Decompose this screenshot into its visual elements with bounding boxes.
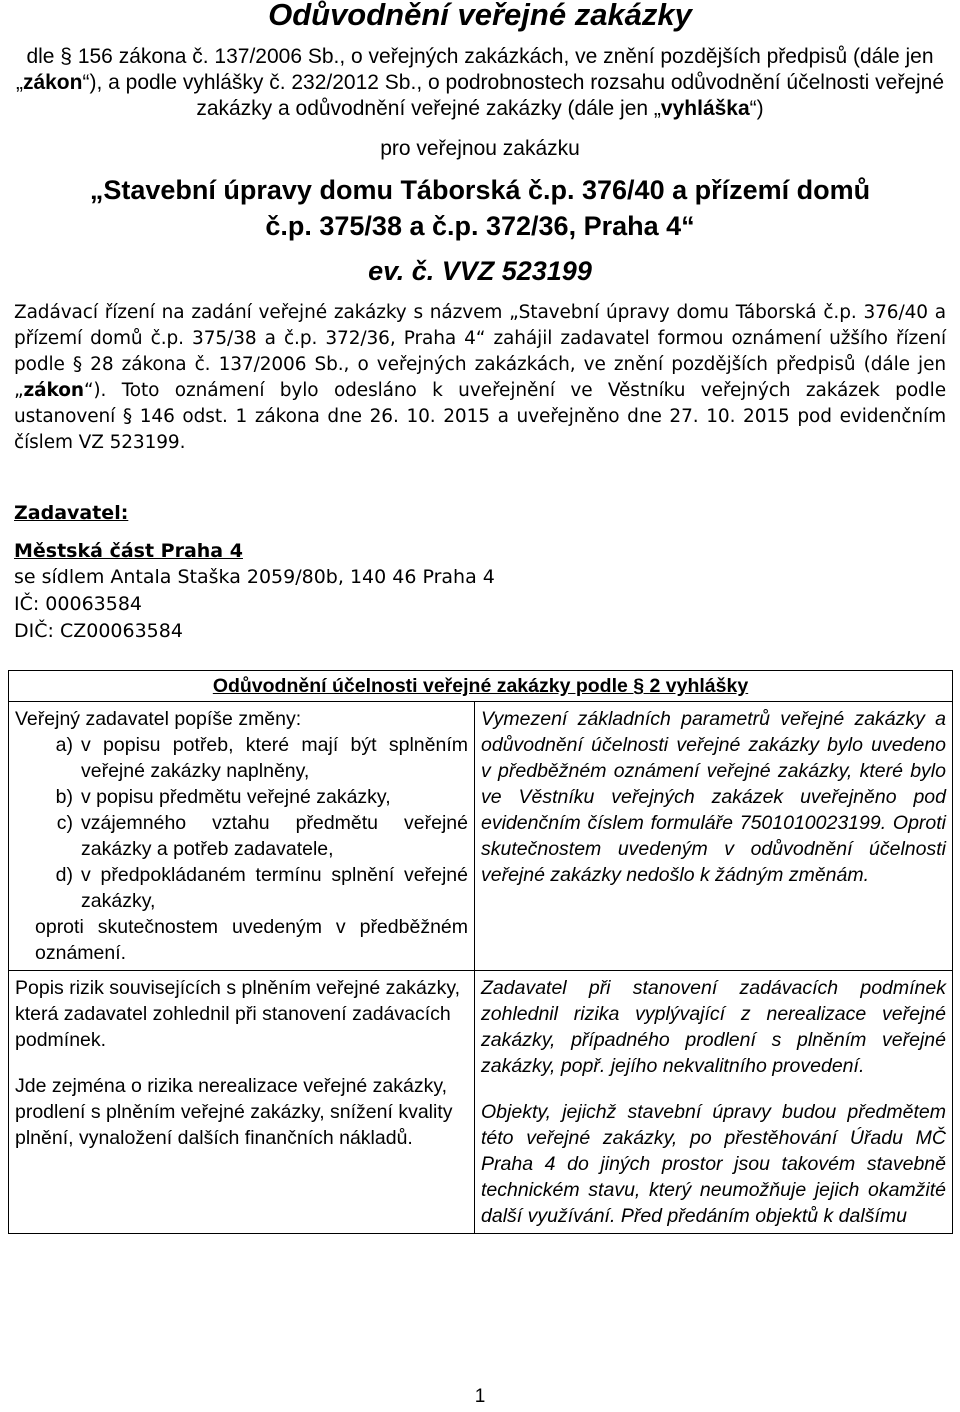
procedure-text-a: Zadávací řízení na zadání veřejné zakázky s názvem „Stavební úpravy domu Táborská č.p. 376/40 a přízemí domů č.p. 375/38 a č.p. 372/36, Praha 4“ zahájil zadavatel formou oznámení užšího řízení podle § 28 zákona č. 137/2006 Sb., o veřejných zakázkách, ve znění pozdějších předpisů (dále jen „ <box>14 302 946 401</box>
contract-subject <box>0 172 960 244</box>
procedure-paragraph <box>14 300 946 456</box>
for-contract-label: pro veřejnou zakázku <box>380 137 580 160</box>
list-text: v předpokládaném termínu splnění veřejné zakázky, <box>81 864 468 912</box>
risks-response-p2: Objekty, jejichž stavební úpravy budou předmětem této veřejné zakázky, po přestěhování Úřadu MČ Praha 4 do jiných prostor jsou takovém stavebně technickém stavu, který neumožňuje jejich okamžité další využívání. Před předáním objektů k dalšímu <box>481 1101 946 1227</box>
page-number: 1 <box>474 1386 486 1407</box>
table-row <box>9 702 953 971</box>
list-letter: a) <box>55 734 73 756</box>
contract-subject-line2: č.p. 375/38 a č.p. 372/36, Praha 4“ <box>265 211 695 241</box>
list-item <box>15 784 468 810</box>
list-text: v popisu potřeb, které mají být splněním veřejné zakázky naplněny, <box>81 734 468 782</box>
justification-table <box>8 670 953 1234</box>
intro-zakon-term: zákon <box>22 71 83 94</box>
contract-subject-line1: „Stavební úpravy domu Táborská č.p. 376/40 a přízemí domů <box>89 175 871 205</box>
contracting-authority-name: Městská část Praha 4 <box>14 540 243 562</box>
contracting-authority-label: Zadavatel: <box>14 502 129 524</box>
risks-response-p1: Zadavatel při stanovení zadávacích podmínek zohlednil rizika vyplývající z nerealizace veřejné zakázky, případného prodlení s plněním veřejné zakázky, popř. jejího nekvalitního provedení. <box>481 977 946 1077</box>
table-heading-row <box>9 671 953 702</box>
list-text: vzájemného vztahu předmětu veřejné zakázky a potřeb zadavatele, <box>81 812 468 860</box>
list-item <box>15 862 468 914</box>
document-title: Odůvodnění veřejné zakázky <box>268 0 692 32</box>
table-cell-risks-left <box>9 971 475 1234</box>
list-letter: b) <box>55 786 73 808</box>
list-text: v popisu předmětu veřejné zakázky, <box>81 786 391 808</box>
risks-description: Popis rizik souvisejících s plněním veřejné zakázky, která zadavatel zohlednil při stanovení zadávacích podmínek. <box>15 977 461 1051</box>
contracting-authority-dic: DIČ: CZ00063584 <box>14 620 183 642</box>
intro-text-c: “) <box>749 97 764 120</box>
list-item <box>15 810 468 862</box>
table-cell-changes-left <box>9 702 475 971</box>
list-letter: c) <box>56 812 73 834</box>
risks-examples: Jde zejména o rizika nerealizace veřejné zakázky, prodlení s plněním veřejné zakázky, snížení kvality plnění, vynaložení dalších finančních nákladů. <box>15 1075 453 1149</box>
procedure-zakon-term: zákon <box>23 380 84 401</box>
list-letter: d) <box>55 864 73 886</box>
legal-basis-intro <box>0 44 960 122</box>
evidence-number: ev. č. VVZ 523199 <box>368 256 592 286</box>
list-item <box>15 732 468 784</box>
table-cell-risks-right <box>475 971 953 1234</box>
intro-text-b: “), a podle vyhlášky č. 232/2012 Sb., o podrobnostech rozsahu odůvodnění účelnosti veřejné zakázky a odůvodnění veřejné zakázky (dále jen „ <box>82 71 945 120</box>
table-heading: Odůvodnění účelnosti veřejné zakázky podle § 2 vyhlášky <box>9 671 953 702</box>
changes-intro: Veřejný zadavatel popíše změny: <box>15 708 302 730</box>
intro-text-a: dle § 156 zákona č. 137/2006 Sb., o veřejných zakázkách, ve znění pozdějších předpisů (dále jen „ <box>15 45 934 94</box>
contracting-authority-address: se sídlem Antala Staška 2059/80b, 140 46 Praha 4 <box>14 566 495 588</box>
contracting-authority-ico: IČ: 00063584 <box>14 593 143 615</box>
changes-list <box>15 732 468 914</box>
changes-outro: oproti skutečnostem uvedeným v předběžném oznámení. <box>35 916 468 964</box>
table-cell-changes-right: Vymezení základních parametrů veřejné zakázky a odůvodnění účelnosti veřejné zakázky bylo uvedeno v předběžném oznámení veřejné zakázky, které bylo ve Věstníku veřejných zakázek uveřejněno pod evidenčním číslem formuláře 7501010023199. Oproti skutečnostem uvedeným v odůvodnění účelnosti veřejné zakázky nedošlo k žádným změnám. <box>475 702 953 971</box>
intro-vyhlaska-term: vyhláška <box>660 97 750 120</box>
procedure-text-b: “). Toto oznámení bylo odesláno k uveřejnění ve Věstníku veřejných zakázek podle ustanovení § 146 odst. 1 zákona dne 26. 10. 2015 a uveřejněno dne 27. 10. 2015 pod evidenčním číslem VZ 523199. <box>14 380 946 453</box>
table-row <box>9 971 953 1234</box>
